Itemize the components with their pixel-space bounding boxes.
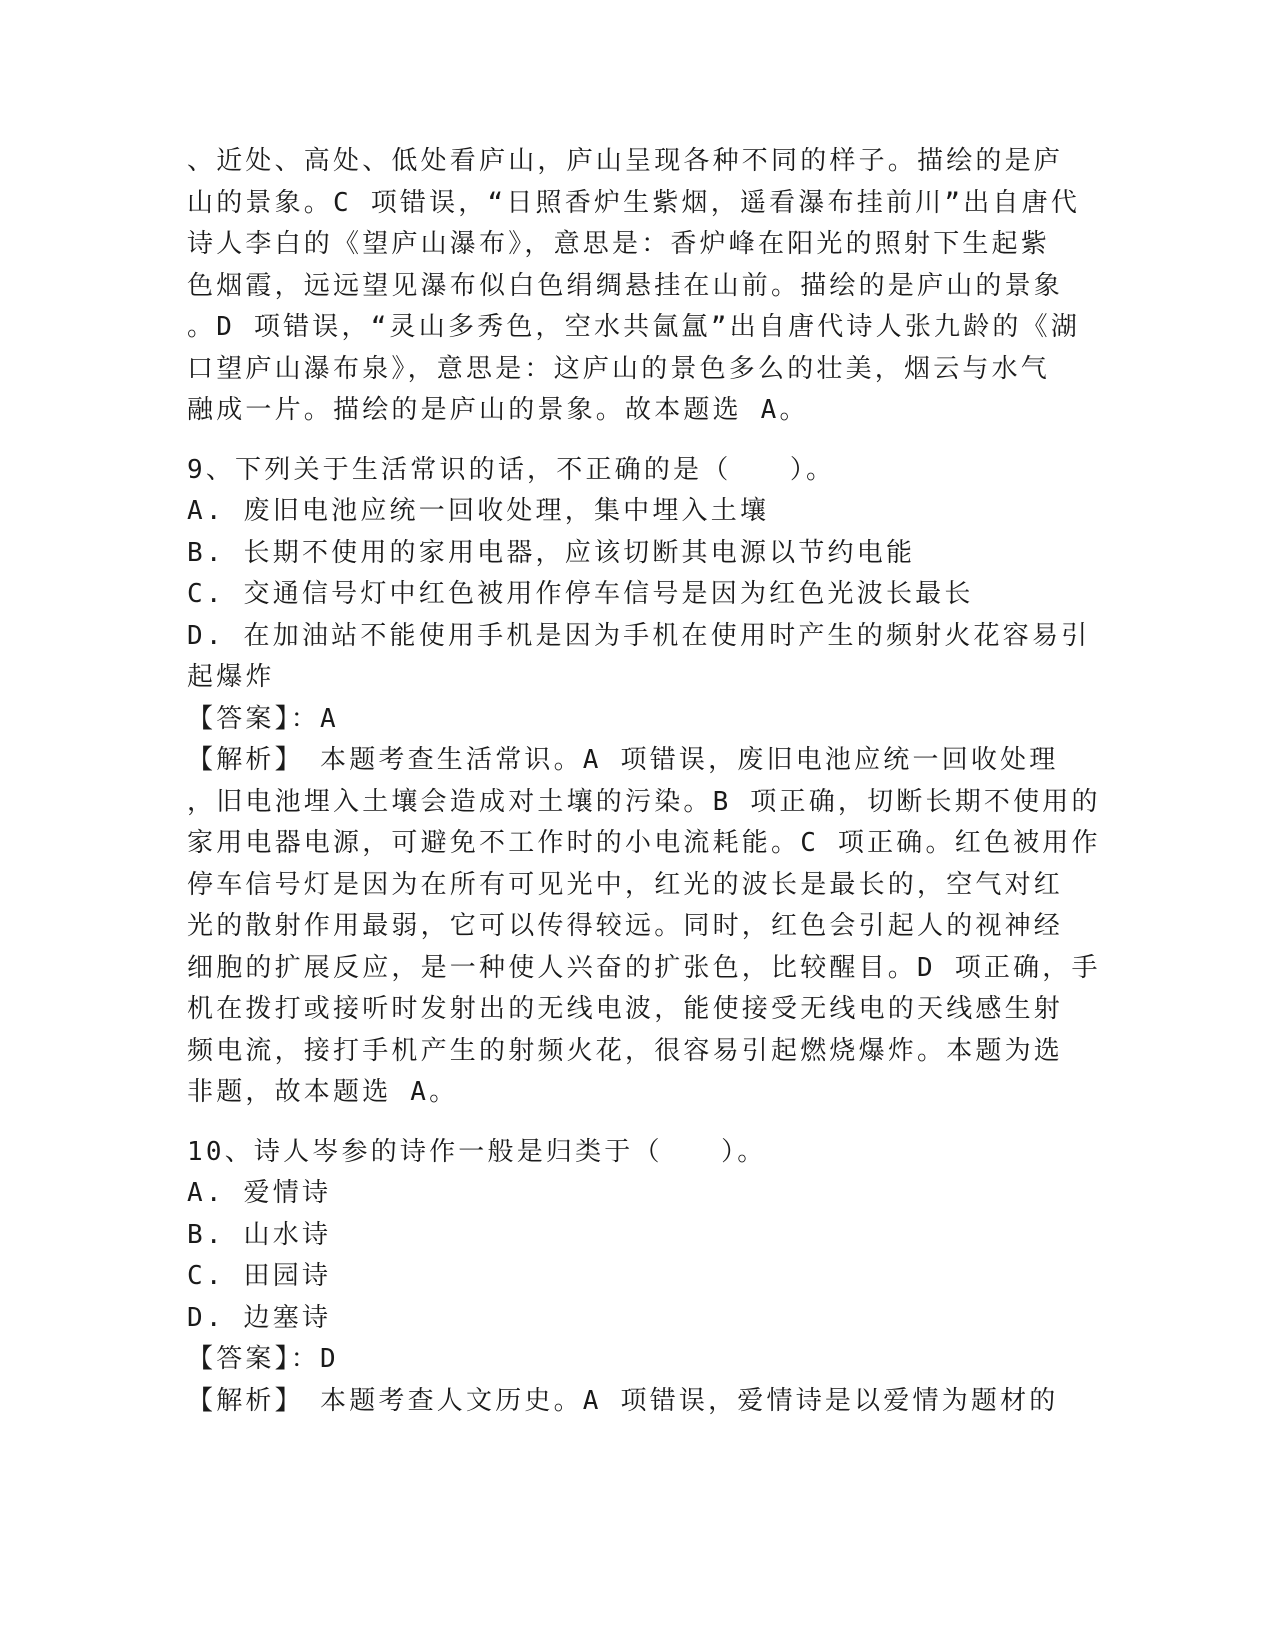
option-b: B. 山水诗 [187,1220,332,1250]
paragraph-line: 口望庐山瀑布泉》，意思是：这庐山的景色多么的壮美，烟云与水气 [187,354,1051,384]
option-a: A. 爱情诗 [187,1178,332,1208]
paragraph-line: 频电流，接打手机产生的射频火花，很容易引起燃烧爆炸。本题为选 [187,1036,1064,1066]
paragraph-line: 停车信号灯是因为在所有可见光中，红光的波长是最长的，空气对红 [187,870,1064,900]
option-c: C. 交通信号灯中红色被用作停车信号是因为红色光波长最长 [187,579,974,609]
option-b: B. 长期不使用的家用电器，应该切断其电源以节约电能 [187,538,916,568]
answer: 【答案】：D [187,1344,339,1374]
option-d: D. 边塞诗 [187,1303,332,1333]
paragraph-line: 家用电器电源，可避免不工作时的小电流耗能。C 项正确。红色被用作 [187,828,1101,858]
paragraph-line: 色烟霞，远远望见瀑布似白色绢绸悬挂在山前。描绘的是庐山的景象 [187,271,1064,301]
paragraph-line: 光的散射作用最弱，它可以传得较远。同时，红色会引起人的视神经 [187,911,1064,941]
question-9: 9、下列关于生活常识的话，不正确的是（ ）。 [187,455,836,485]
paragraph-line: 诗人李白的《望庐山瀑布》，意思是：香炉峰在阳光的照射下生起紫 [187,229,1051,259]
option-d-continued: 起爆炸 [187,662,275,692]
paragraph-line: 山的景象。C 项错误，“日照香炉生紫烟，遥看瀑布挂前川”出自唐代 [187,188,1081,218]
answer: 【答案】：A [187,704,339,734]
paragraph-line: 机在拨打或接听时发射出的无线电波，能使接受无线电的天线感生射 [187,994,1064,1024]
analysis: 【解析】 本题考查人文历史。A 项错误，爱情诗是以爱情为题材的 [187,1386,1059,1416]
question-10: 10、诗人岑参的诗作一般是归类于（ ）。 [187,1137,767,1167]
paragraph-line: 、近处、高处、低处看庐山，庐山呈现各种不同的样子。描绘的是庐 [187,146,1064,176]
paragraph-line: 。D 项错误，“灵山多秀色，空水共氤氲”出自唐代诗人张九龄的《湖 [187,312,1081,342]
option-d: D. 在加油站不能使用手机是因为手机在使用时产生的频射火花容易引 [187,621,1091,651]
paragraph-line: 融成一片。描绘的是庐山的景象。故本题选 A。 [187,395,809,425]
option-c: C. 田园诗 [187,1261,332,1291]
paragraph-line: 细胞的扩展反应，是一种使人兴奋的扩张色，比较醒目。D 项正确，手 [187,953,1101,983]
option-a: A. 废旧电池应统一回收处理，集中埋入土壤 [187,496,770,526]
paragraph-line: 非题，故本题选 A。 [187,1077,459,1107]
analysis: 【解析】 本题考查生活常识。A 项错误，废旧电池应统一回收处理 [187,745,1059,775]
paragraph-line: ，旧电池埋入土壤会造成对土壤的污染。B 项正确，切断长期不使用的 [187,787,1101,817]
